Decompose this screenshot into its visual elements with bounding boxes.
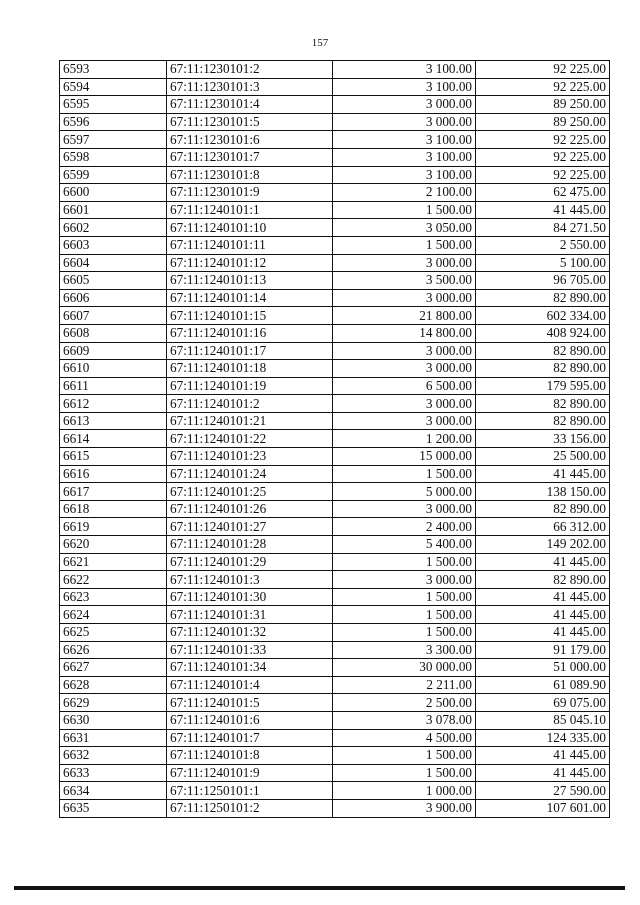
value-cell: 2 550.00 (476, 236, 610, 254)
value-cell: 82 890.00 (476, 342, 610, 360)
table-row (60, 307, 610, 325)
row-number-cell: 6626 (60, 641, 167, 659)
area-cell: 1 500.00 (333, 747, 476, 765)
row-number-cell: 6619 (60, 518, 167, 536)
value-cell: 5 100.00 (476, 254, 610, 272)
area-cell: 6 500.00 (333, 377, 476, 395)
cadastral-number-cell: 67:11:1240101:13 (167, 272, 333, 290)
table-row (60, 166, 610, 184)
row-number-cell: 6631 (60, 729, 167, 747)
area-cell: 1 500.00 (333, 588, 476, 606)
value-cell: 41 445.00 (476, 747, 610, 765)
cadastral-number-cell: 67:11:1240101:15 (167, 307, 333, 325)
area-cell: 3 000.00 (333, 500, 476, 518)
cadastral-number-cell: 67:11:1250101:2 (167, 799, 333, 817)
cadastral-number-cell: 67:11:1240101:16 (167, 324, 333, 342)
cadastral-number-cell: 67:11:1230101:7 (167, 148, 333, 166)
row-number-cell: 6593 (60, 61, 167, 79)
area-cell: 2 211.00 (333, 676, 476, 694)
value-cell: 92 225.00 (476, 78, 610, 96)
value-cell: 138 150.00 (476, 483, 610, 501)
area-cell: 5 400.00 (333, 536, 476, 554)
page-number: 157 (311, 37, 329, 49)
value-cell: 41 445.00 (476, 465, 610, 483)
value-cell: 82 890.00 (476, 500, 610, 518)
table-row (60, 465, 610, 483)
table-row (60, 764, 610, 782)
row-number-cell: 6603 (60, 236, 167, 254)
row-number-cell: 6594 (60, 78, 167, 96)
area-cell: 1 000.00 (333, 782, 476, 800)
area-cell: 3 050.00 (333, 219, 476, 237)
cadastral-number-cell: 67:11:1240101:8 (167, 747, 333, 765)
cadastral-number-cell: 67:11:1230101:8 (167, 166, 333, 184)
table-row (60, 483, 610, 501)
row-number-cell: 6606 (60, 289, 167, 307)
value-cell: 408 924.00 (476, 324, 610, 342)
table-row (60, 782, 610, 800)
row-number-cell: 6604 (60, 254, 167, 272)
table-row (60, 606, 610, 624)
table-row (60, 641, 610, 659)
area-cell: 3 100.00 (333, 166, 476, 184)
value-cell: 82 890.00 (476, 412, 610, 430)
row-number-cell: 6605 (60, 272, 167, 290)
row-number-cell: 6607 (60, 307, 167, 325)
row-number-cell: 6613 (60, 412, 167, 430)
table-row (60, 624, 610, 642)
value-cell: 41 445.00 (476, 606, 610, 624)
value-cell: 82 890.00 (476, 395, 610, 413)
table-row (60, 448, 610, 466)
table-row (60, 201, 610, 219)
cadastral-number-cell: 67:11:1240101:9 (167, 764, 333, 782)
area-cell: 3 900.00 (333, 799, 476, 817)
row-number-cell: 6609 (60, 342, 167, 360)
table-row (60, 500, 610, 518)
value-cell: 41 445.00 (476, 201, 610, 219)
row-number-cell: 6598 (60, 148, 167, 166)
value-cell: 84 271.50 (476, 219, 610, 237)
value-cell: 85 045.10 (476, 711, 610, 729)
value-cell: 82 890.00 (476, 360, 610, 378)
row-number-cell: 6630 (60, 711, 167, 729)
area-cell: 1 500.00 (333, 201, 476, 219)
row-number-cell: 6620 (60, 536, 167, 554)
area-cell: 1 500.00 (333, 236, 476, 254)
row-number-cell: 6624 (60, 606, 167, 624)
table-row (60, 659, 610, 677)
row-number-cell: 6623 (60, 588, 167, 606)
value-cell: 82 890.00 (476, 571, 610, 589)
value-cell: 51 000.00 (476, 659, 610, 677)
row-number-cell: 6628 (60, 676, 167, 694)
table-row (60, 553, 610, 571)
value-cell: 33 156.00 (476, 430, 610, 448)
row-number-cell: 6625 (60, 624, 167, 642)
area-cell: 3 000.00 (333, 254, 476, 272)
area-cell: 3 000.00 (333, 395, 476, 413)
area-cell: 1 500.00 (333, 606, 476, 624)
cadastral-number-cell: 67:11:1240101:26 (167, 500, 333, 518)
cadastral-number-cell: 67:11:1230101:9 (167, 184, 333, 202)
table-row (60, 395, 610, 413)
value-cell: 41 445.00 (476, 588, 610, 606)
table-row (60, 377, 610, 395)
cadastral-number-cell: 67:11:1240101:2 (167, 395, 333, 413)
value-cell: 96 705.00 (476, 272, 610, 290)
cadastral-number-cell: 67:11:1240101:7 (167, 729, 333, 747)
area-cell: 3 078.00 (333, 711, 476, 729)
value-cell: 92 225.00 (476, 131, 610, 149)
cadastral-number-cell: 67:11:1240101:18 (167, 360, 333, 378)
area-cell: 3 000.00 (333, 412, 476, 430)
row-number-cell: 6633 (60, 764, 167, 782)
table-row (60, 184, 610, 202)
row-number-cell: 6616 (60, 465, 167, 483)
table-row (60, 518, 610, 536)
area-cell: 3 300.00 (333, 641, 476, 659)
table-row (60, 96, 610, 114)
table-row (60, 148, 610, 166)
cadastral-number-cell: 67:11:1240101:33 (167, 641, 333, 659)
cadastral-register-table (59, 60, 610, 818)
table-row (60, 694, 610, 712)
cadastral-number-cell: 67:11:1240101:5 (167, 694, 333, 712)
area-cell: 3 100.00 (333, 78, 476, 96)
cadastral-number-cell: 67:11:1240101:29 (167, 553, 333, 571)
table-row (60, 219, 610, 237)
table-row (60, 588, 610, 606)
cadastral-number-cell: 67:11:1240101:14 (167, 289, 333, 307)
row-number-cell: 6627 (60, 659, 167, 677)
area-cell: 1 500.00 (333, 624, 476, 642)
area-cell: 3 000.00 (333, 113, 476, 131)
table-row (60, 61, 610, 79)
cadastral-number-cell: 67:11:1240101:19 (167, 377, 333, 395)
value-cell: 179 595.00 (476, 377, 610, 395)
row-number-cell: 6621 (60, 553, 167, 571)
row-number-cell: 6601 (60, 201, 167, 219)
area-cell: 1 500.00 (333, 465, 476, 483)
cadastral-number-cell: 67:11:1240101:28 (167, 536, 333, 554)
area-cell: 21 800.00 (333, 307, 476, 325)
table-row (60, 289, 610, 307)
value-cell: 92 225.00 (476, 166, 610, 184)
cadastral-number-cell: 67:11:1240101:10 (167, 219, 333, 237)
area-cell: 3 100.00 (333, 131, 476, 149)
area-cell: 3 100.00 (333, 148, 476, 166)
value-cell: 92 225.00 (476, 148, 610, 166)
table-row (60, 571, 610, 589)
table-row (60, 412, 610, 430)
cadastral-number-cell: 67:11:1240101:6 (167, 711, 333, 729)
table-row (60, 254, 610, 272)
table-body (60, 61, 610, 818)
value-cell: 602 334.00 (476, 307, 610, 325)
value-cell: 92 225.00 (476, 61, 610, 79)
row-number-cell: 6596 (60, 113, 167, 131)
area-cell: 5 000.00 (333, 483, 476, 501)
value-cell: 89 250.00 (476, 113, 610, 131)
table-row (60, 324, 610, 342)
area-cell: 3 000.00 (333, 571, 476, 589)
cadastral-number-cell: 67:11:1240101:21 (167, 412, 333, 430)
area-cell: 3 000.00 (333, 289, 476, 307)
table-row (60, 711, 610, 729)
cadastral-number-cell: 67:11:1230101:3 (167, 78, 333, 96)
area-cell: 1 500.00 (333, 764, 476, 782)
area-cell: 2 400.00 (333, 518, 476, 536)
row-number-cell: 6597 (60, 131, 167, 149)
cadastral-number-cell: 67:11:1240101:4 (167, 676, 333, 694)
table-row (60, 747, 610, 765)
cadastral-number-cell: 67:11:1240101:1 (167, 201, 333, 219)
row-number-cell: 6622 (60, 571, 167, 589)
area-cell: 14 800.00 (333, 324, 476, 342)
cadastral-number-cell: 67:11:1240101:17 (167, 342, 333, 360)
table-row (60, 799, 610, 817)
row-number-cell: 6634 (60, 782, 167, 800)
row-number-cell: 6617 (60, 483, 167, 501)
row-number-cell: 6600 (60, 184, 167, 202)
value-cell: 82 890.00 (476, 289, 610, 307)
cadastral-number-cell: 67:11:1240101:24 (167, 465, 333, 483)
row-number-cell: 6602 (60, 219, 167, 237)
row-number-cell: 6612 (60, 395, 167, 413)
cadastral-number-cell: 67:11:1230101:5 (167, 113, 333, 131)
table-row (60, 113, 610, 131)
cadastral-number-cell: 67:11:1230101:6 (167, 131, 333, 149)
area-cell: 3 000.00 (333, 342, 476, 360)
table-row (60, 676, 610, 694)
value-cell: 27 590.00 (476, 782, 610, 800)
cadastral-number-cell: 67:11:1240101:22 (167, 430, 333, 448)
table-row (60, 360, 610, 378)
area-cell: 30 000.00 (333, 659, 476, 677)
row-number-cell: 6611 (60, 377, 167, 395)
value-cell: 66 312.00 (476, 518, 610, 536)
value-cell: 41 445.00 (476, 764, 610, 782)
table-row (60, 430, 610, 448)
area-cell: 2 100.00 (333, 184, 476, 202)
area-cell: 1 200.00 (333, 430, 476, 448)
value-cell: 69 075.00 (476, 694, 610, 712)
value-cell: 25 500.00 (476, 448, 610, 466)
footer-rule (14, 886, 625, 890)
value-cell: 107 601.00 (476, 799, 610, 817)
cadastral-number-cell: 67:11:1240101:25 (167, 483, 333, 501)
row-number-cell: 6599 (60, 166, 167, 184)
row-number-cell: 6610 (60, 360, 167, 378)
cadastral-number-cell: 67:11:1240101:27 (167, 518, 333, 536)
cadastral-number-cell: 67:11:1240101:12 (167, 254, 333, 272)
cadastral-number-cell: 67:11:1240101:30 (167, 588, 333, 606)
cadastral-number-cell: 67:11:1230101:4 (167, 96, 333, 114)
cadastral-number-cell: 67:11:1240101:31 (167, 606, 333, 624)
area-cell: 4 500.00 (333, 729, 476, 747)
row-number-cell: 6615 (60, 448, 167, 466)
value-cell: 91 179.00 (476, 641, 610, 659)
area-cell: 3 100.00 (333, 61, 476, 79)
value-cell: 124 335.00 (476, 729, 610, 747)
row-number-cell: 6618 (60, 500, 167, 518)
cadastral-number-cell: 67:11:1240101:34 (167, 659, 333, 677)
value-cell: 89 250.00 (476, 96, 610, 114)
area-cell: 3 000.00 (333, 96, 476, 114)
value-cell: 41 445.00 (476, 553, 610, 571)
row-number-cell: 6614 (60, 430, 167, 448)
area-cell: 15 000.00 (333, 448, 476, 466)
area-cell: 2 500.00 (333, 694, 476, 712)
table-row (60, 729, 610, 747)
cadastral-number-cell: 67:11:1240101:11 (167, 236, 333, 254)
cadastral-number-cell: 67:11:1250101:1 (167, 782, 333, 800)
table-row (60, 78, 610, 96)
cadastral-number-cell: 67:11:1240101:32 (167, 624, 333, 642)
table-row (60, 342, 610, 360)
row-number-cell: 6635 (60, 799, 167, 817)
row-number-cell: 6632 (60, 747, 167, 765)
row-number-cell: 6595 (60, 96, 167, 114)
table-row (60, 236, 610, 254)
row-number-cell: 6608 (60, 324, 167, 342)
row-number-cell: 6629 (60, 694, 167, 712)
value-cell: 41 445.00 (476, 624, 610, 642)
area-cell: 3 000.00 (333, 360, 476, 378)
cadastral-number-cell: 67:11:1240101:3 (167, 571, 333, 589)
cadastral-number-cell: 67:11:1240101:23 (167, 448, 333, 466)
cadastral-number-cell: 67:11:1230101:2 (167, 61, 333, 79)
table-row (60, 131, 610, 149)
table-row (60, 272, 610, 290)
value-cell: 61 089.90 (476, 676, 610, 694)
area-cell: 1 500.00 (333, 553, 476, 571)
table-row (60, 536, 610, 554)
value-cell: 62 475.00 (476, 184, 610, 202)
value-cell: 149 202.00 (476, 536, 610, 554)
area-cell: 3 500.00 (333, 272, 476, 290)
